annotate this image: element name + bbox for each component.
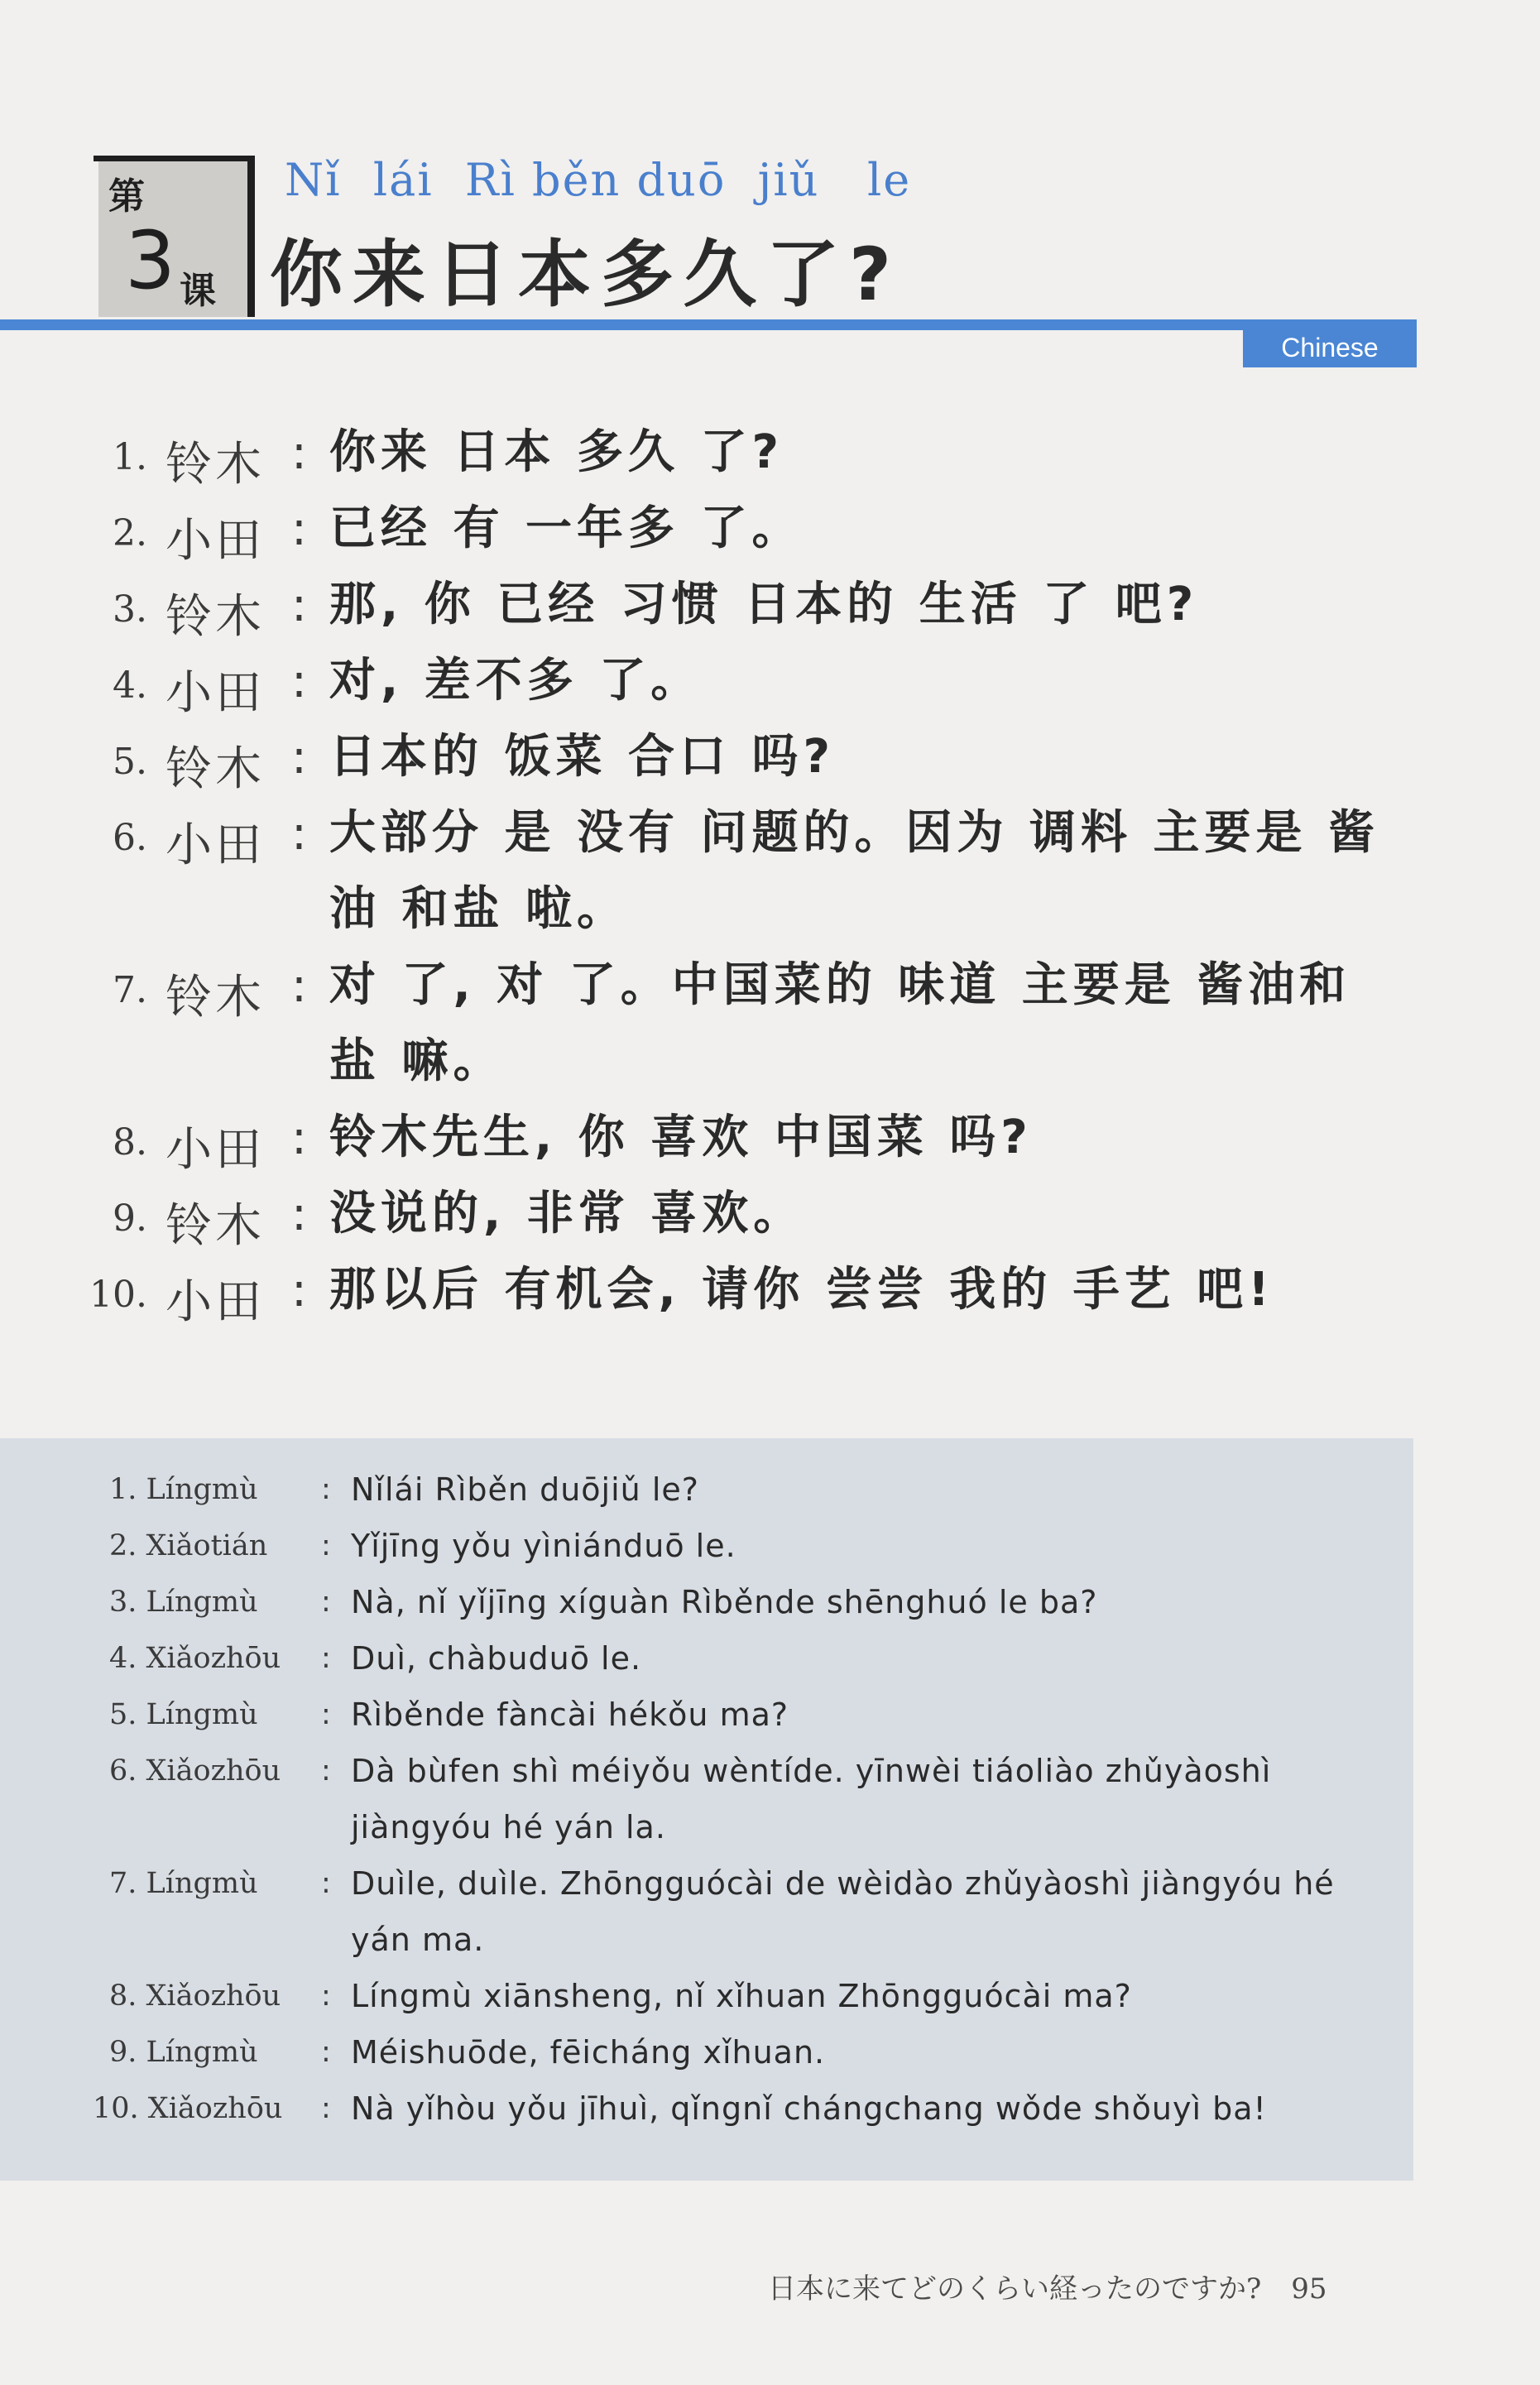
line-text: 那, 你 已经 习惯 日本的 生活 了 吧? <box>329 578 1199 631</box>
speaker: 小田 <box>166 1123 265 1177</box>
speaker: 铃木 <box>166 590 265 644</box>
pinyin-text: Yǐjīng yǒu yìniánduō le. <box>351 1528 736 1564</box>
line-number: 8. <box>113 1121 147 1164</box>
line-text: 对, 差不多 了。 <box>329 654 703 708</box>
pinyin-text: Dà bùfen shì méiyǒu wèntíde. yīnwèi tiáoliào zhǔyàoshì jiàngyóu hé yán la. <box>351 1753 1272 1845</box>
pinyin-text: Rìběnde fàncài hékǒu ma? <box>351 1696 789 1733</box>
line-number: 6. <box>113 817 147 859</box>
line-number: 2. <box>113 512 147 554</box>
pinyin-text: Duì, chàbuduō le. <box>351 1640 642 1677</box>
colon: : <box>291 578 307 632</box>
line-number: 3. <box>113 588 147 631</box>
pinyin-label: 1. Língmù <box>109 1473 258 1506</box>
colon: : <box>321 1754 331 1788</box>
pinyin-label: 3. Língmù <box>109 1586 258 1619</box>
speaker: 小田 <box>166 818 265 872</box>
pinyin-label: 6. Xiǎozhōu <box>109 1754 281 1788</box>
colon: : <box>291 1111 307 1165</box>
pinyin-label: 2. Xiǎotián <box>109 1529 268 1562</box>
lesson-number: 3 <box>125 214 176 307</box>
title-pinyin: Nǐ lái Rì běn duō jiǔ le <box>285 154 912 206</box>
lesson-di: 第 <box>108 175 145 218</box>
line-text: 铃木先生, 你 喜欢 中国菜 吗? <box>329 1111 1033 1164</box>
speaker: 铃木 <box>166 971 265 1025</box>
line-text: 没说的, 非常 喜欢。 <box>329 1187 805 1240</box>
line-text: 日本的 饭菜 合口 吗? <box>329 730 835 784</box>
colon: : <box>291 731 307 785</box>
pinyin-label: 9. Língmù <box>109 2036 258 2069</box>
speaker: 小田 <box>166 666 265 720</box>
colon: : <box>321 1980 331 2013</box>
pinyin-text: Nà yǐhòu yǒu jīhuì, qǐngnǐ chángchang wǒde shǒuyì ba! <box>351 2090 1267 2127</box>
line-number: 4. <box>113 665 147 707</box>
dialogue-line <box>0 959 1540 1111</box>
colon: : <box>291 959 307 1013</box>
dialogue-list <box>0 426 1540 1340</box>
pinyin-text: Duìle, duìle. Zhōngguócài de wèidào zhǔyàoshì jiàngyóu hé yán ma. <box>351 1865 1335 1958</box>
pinyin-box <box>0 1438 1413 2181</box>
colon: : <box>321 1586 331 1619</box>
colon: : <box>321 2092 331 2125</box>
speaker: 铃木 <box>166 438 265 492</box>
pinyin-text: Nà, nǐ yǐjīng xíguàn Rìběnde shēnghuó le ba? <box>351 1584 1098 1620</box>
colon: : <box>321 1529 331 1562</box>
line-text: 大部分 是 没有 问题的。因为 调料 主要是 酱 油 和盐 啦。 <box>329 806 1379 936</box>
colon: : <box>321 1473 331 1506</box>
footer-text: 日本に来てどのくらい経ったのですか? <box>768 2272 1262 2306</box>
line-number: 1. <box>113 436 147 478</box>
colon: : <box>291 655 307 708</box>
speaker: 小田 <box>166 514 265 568</box>
colon: : <box>321 2036 331 2069</box>
colon: : <box>291 426 307 480</box>
pinyin-text: Méishuōde, fēicháng xǐhuan. <box>351 2034 826 2071</box>
pinyin-text: Língmù xiānsheng, nǐ xǐhuan Zhōngguócài ma? <box>351 1978 1132 2014</box>
line-number: 10. <box>89 1274 147 1316</box>
page-title: 你来日本多久了? <box>270 232 902 317</box>
pinyin-label: 8. Xiǎozhōu <box>109 1980 281 2013</box>
colon: : <box>321 1867 331 1900</box>
colon: : <box>291 502 307 556</box>
lesson-ke: 课 <box>180 270 216 312</box>
colon: : <box>321 1642 331 1675</box>
dialogue-line <box>0 807 1540 959</box>
line-text: 已经 有 一年多 了。 <box>329 501 804 555</box>
pinyin-label: 10. Xiǎozhōu <box>93 2092 283 2125</box>
page-footer <box>768 2266 1327 2306</box>
colon: : <box>321 1698 331 1731</box>
colon: : <box>291 1188 307 1241</box>
lesson-badge <box>94 156 255 317</box>
line-text: 对 了, 对 了。中国菜的 味道 主要是 酱油和 盐 嘛。 <box>329 958 1351 1088</box>
dialogue-line <box>0 1264 1540 1340</box>
pinyin-label: 7. Língmù <box>109 1867 258 1900</box>
pinyin-text: Nǐlái Rìběn duōjiǔ le? <box>351 1471 699 1508</box>
language-tab: Chinese <box>1243 328 1417 367</box>
pinyin-label: 4. Xiǎozhōu <box>109 1642 281 1675</box>
line-text: 你来 日本 多久 了? <box>329 425 784 479</box>
pinyin-label: 5. Língmù <box>109 1698 258 1731</box>
line-number: 7. <box>113 969 147 1011</box>
speaker: 小田 <box>166 1275 265 1329</box>
colon: : <box>291 807 307 861</box>
line-text: 那以后 有机会, 请你 尝尝 我的 手艺 吧! <box>329 1263 1274 1317</box>
line-number: 9. <box>113 1197 147 1240</box>
speaker: 铃木 <box>166 742 265 796</box>
line-number: 5. <box>113 741 147 783</box>
page-number: 95 <box>1291 2272 1327 2306</box>
colon: : <box>291 1264 307 1317</box>
speaker: 铃木 <box>166 1199 265 1253</box>
title-rule <box>0 319 1417 330</box>
